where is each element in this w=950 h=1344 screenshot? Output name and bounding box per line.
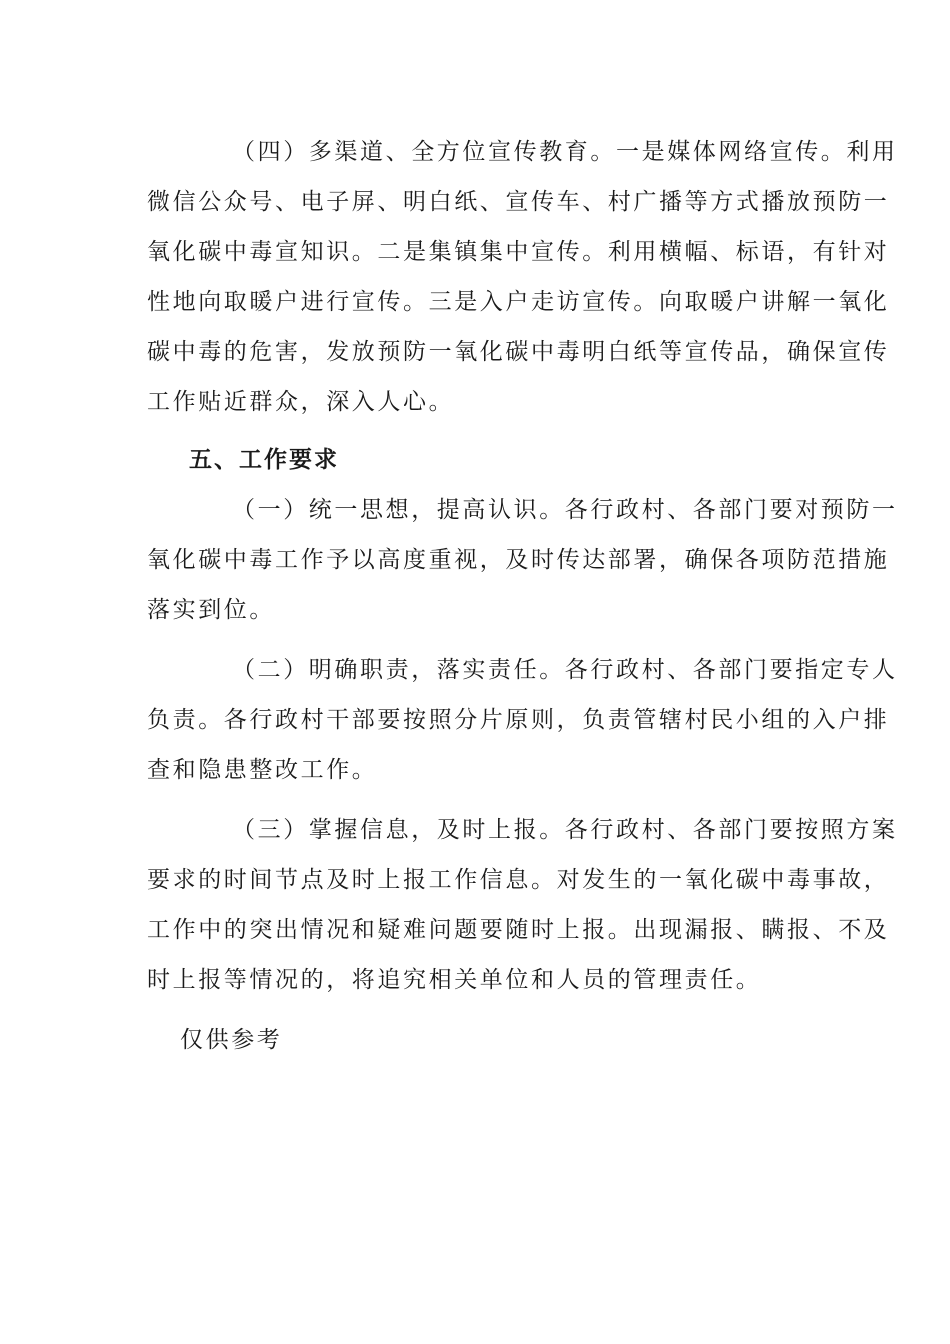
req-3-line-1: （三）掌握信息，及时上报。各行政村、各部门要按照方案 — [232, 817, 898, 843]
req-3-line-4: 时上报等情况的，将追究相关单位和人员的管理责任。 — [147, 967, 762, 993]
para-4-line-3: 氧化碳中毒宣知识。二是集镇集中宣传。利用横幅、标语，有针对 — [147, 239, 890, 265]
footer-note: 仅供参考 — [180, 1027, 283, 1053]
para-4-line-4: 性地向取暖户进行宣传。三是入户走访宣传。向取暖户讲解一氧化 — [147, 289, 890, 315]
req-3-line-3: 工作中的突出情况和疑难问题要随时上报。出现漏报、瞒报、不及 — [147, 917, 890, 943]
req-2-line-2: 负责。各行政村干部要按照分片原则，负责管辖村民小组的入户排 — [147, 707, 890, 733]
para-4-line-1: （四）多渠道、全方位宣传教育。一是媒体网络宣传。利用 — [232, 139, 898, 165]
req-2-line-1: （二）明确职责，落实责任。各行政村、各部门要指定专人 — [232, 657, 898, 683]
para-4-line-2: 微信公众号、电子屏、明白纸、宣传车、村广播等方式播放预防一 — [147, 189, 890, 215]
para-4-line-5: 碳中毒的危害，发放预防一氧化碳中毒明白纸等宣传品，确保宣传 — [147, 339, 890, 365]
req-1-line-2: 氧化碳中毒工作予以高度重视，及时传达部署，确保各项防范措施 — [147, 547, 890, 573]
req-1-line-3: 落实到位。 — [147, 597, 275, 623]
req-1-line-1: （一）统一思想，提高认识。各行政村、各部门要对预防一 — [232, 497, 898, 523]
para-4-line-6: 工作贴近群众，深入人心。 — [147, 389, 455, 415]
section-5-heading: 五、工作要求 — [189, 446, 339, 473]
req-3-line-2: 要求的时间节点及时上报工作信息。对发生的一氧化碳中毒事故， — [147, 867, 890, 893]
req-2-line-3: 查和隐患整改工作。 — [147, 757, 378, 783]
